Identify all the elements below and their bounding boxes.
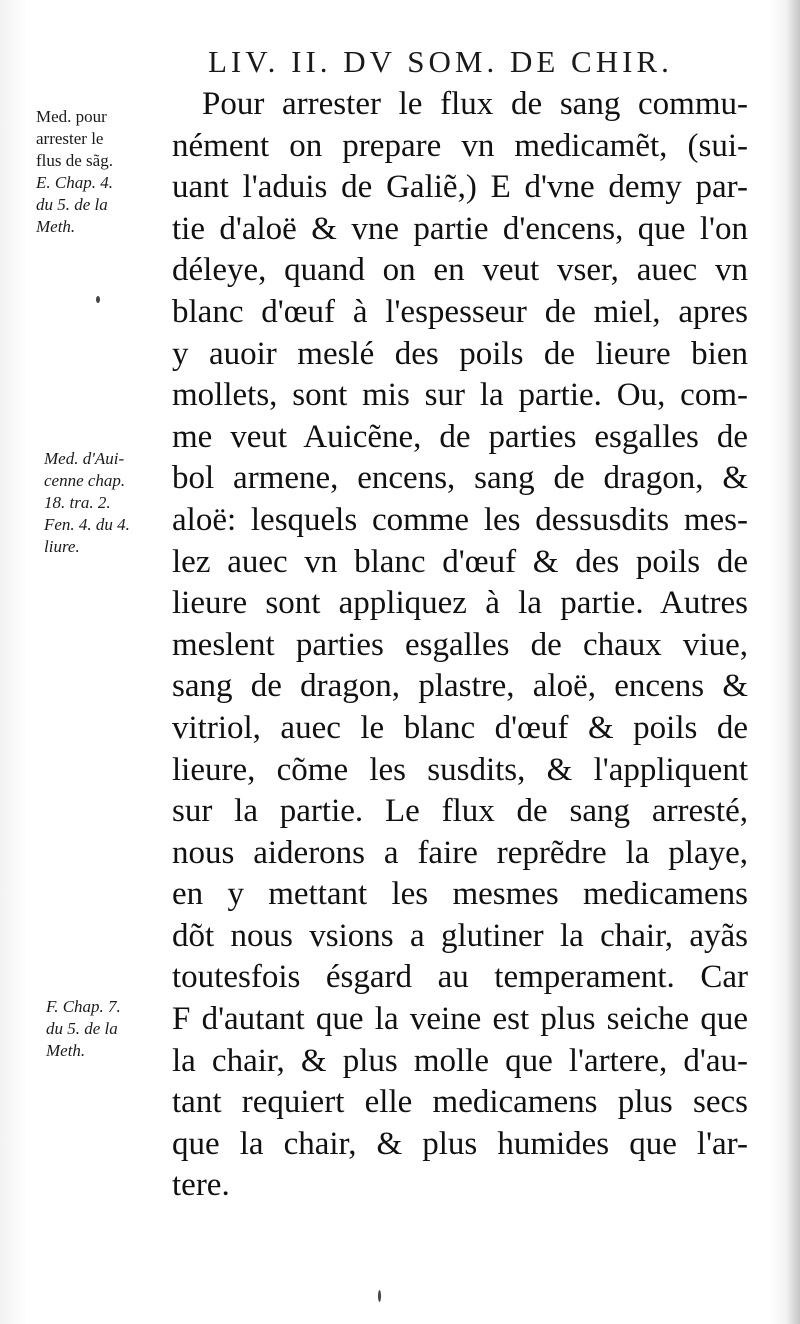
margin-note-avicenna bbox=[44, 448, 130, 558]
margin-note-method bbox=[46, 996, 121, 1062]
margin-note-line: du 5. de la bbox=[46, 1019, 118, 1038]
margin-note-line: Fen. 4. du 4. bbox=[44, 515, 130, 534]
text-line: meslent parties esgalles de chaux viue, bbox=[172, 626, 748, 663]
text-line: aloë: lesquels comme les dessusdits mes- bbox=[172, 501, 748, 538]
margin-note-line: liure. bbox=[44, 537, 80, 556]
text-line: y auoir meslé des poils de lieure bien bbox=[172, 335, 748, 372]
text-line: me veut Auicẽne, de parties esgalles de bbox=[172, 418, 748, 455]
text-line: toutesfois ésgard au temperament. Car bbox=[172, 959, 748, 996]
text-line: sur la partie. Le flux de sang arresté, bbox=[172, 793, 748, 830]
text-line: en y mettant les mesmes medicamens bbox=[172, 876, 748, 913]
page-edge-shadow bbox=[786, 0, 800, 1324]
text-line: lieure, cõme les susdits, & l'appliquent bbox=[172, 751, 748, 788]
text-line: mollets, sont mis sur la partie. Ou, com- bbox=[172, 377, 748, 414]
text-line: nous aiderons a faire reprẽdre la playe, bbox=[172, 834, 748, 871]
text-line: nément on prepare vn medicamẽt, (sui- bbox=[172, 127, 748, 164]
text-line: déleye, quand on en veut vser, auec vn bbox=[172, 252, 748, 289]
text-line: F d'autant que la veine est plus seiche que bbox=[172, 1001, 748, 1038]
margin-note-line: E. Chap. 4. bbox=[36, 173, 113, 192]
text-line: tant requiert elle medicamens plus secs bbox=[172, 1084, 748, 1121]
body-text bbox=[172, 84, 748, 1207]
ink-speck bbox=[378, 1290, 381, 1302]
margin-note-line: cenne chap. bbox=[44, 471, 126, 490]
text-line: tere. bbox=[172, 1167, 230, 1204]
text-line: bol armene, encens, sang de dragon, & bbox=[172, 460, 748, 497]
text-line: sang de dragon, plastre, aloë, encens & bbox=[172, 668, 748, 705]
text-line: la chair, & plus molle que l'artere, d'au- bbox=[172, 1042, 748, 1079]
running-head: LIV. II. DV SOM. DE CHIR. bbox=[208, 44, 673, 79]
margin-note-line: du 5. de la bbox=[36, 195, 108, 214]
margin-note-styptic bbox=[36, 106, 113, 238]
text-line: que la chair, & plus humides que l'ar- bbox=[172, 1125, 748, 1162]
margin-note-line: flus de sãg. bbox=[36, 151, 113, 170]
margin-note-line: arrester le bbox=[36, 129, 104, 148]
margin-note-line: Meth. bbox=[46, 1041, 86, 1060]
text-line: uant l'aduis de Galiẽ,) E d'vne demy par- bbox=[172, 169, 748, 206]
margin-note-line: F. Chap. 7. bbox=[46, 997, 121, 1016]
margin-note-line: 18. tra. 2. bbox=[44, 493, 111, 512]
text-line: tie d'aloë & vne partie d'encens, que l'on bbox=[172, 210, 748, 247]
text-line: lieure sont appliquez à la partie. Autres bbox=[172, 585, 748, 622]
text-line: dõt nous vsions a glutiner la chair, ayãs bbox=[172, 917, 748, 954]
margin-note-line: Med. d'Aui- bbox=[44, 449, 125, 468]
text-line: vitriol, auec le blanc d'œuf & poils de bbox=[172, 709, 748, 746]
text-line: Pour arrester le flux de sang commu- bbox=[202, 86, 748, 122]
text-line: lez auec vn blanc d'œuf & des poils de bbox=[172, 543, 748, 580]
text-line: blanc d'œuf à l'espesseur de miel, apres bbox=[172, 293, 748, 330]
ink-speck bbox=[96, 296, 100, 303]
margin-note-line: Med. pour bbox=[36, 107, 107, 126]
margin-note-line: Meth. bbox=[36, 217, 76, 236]
